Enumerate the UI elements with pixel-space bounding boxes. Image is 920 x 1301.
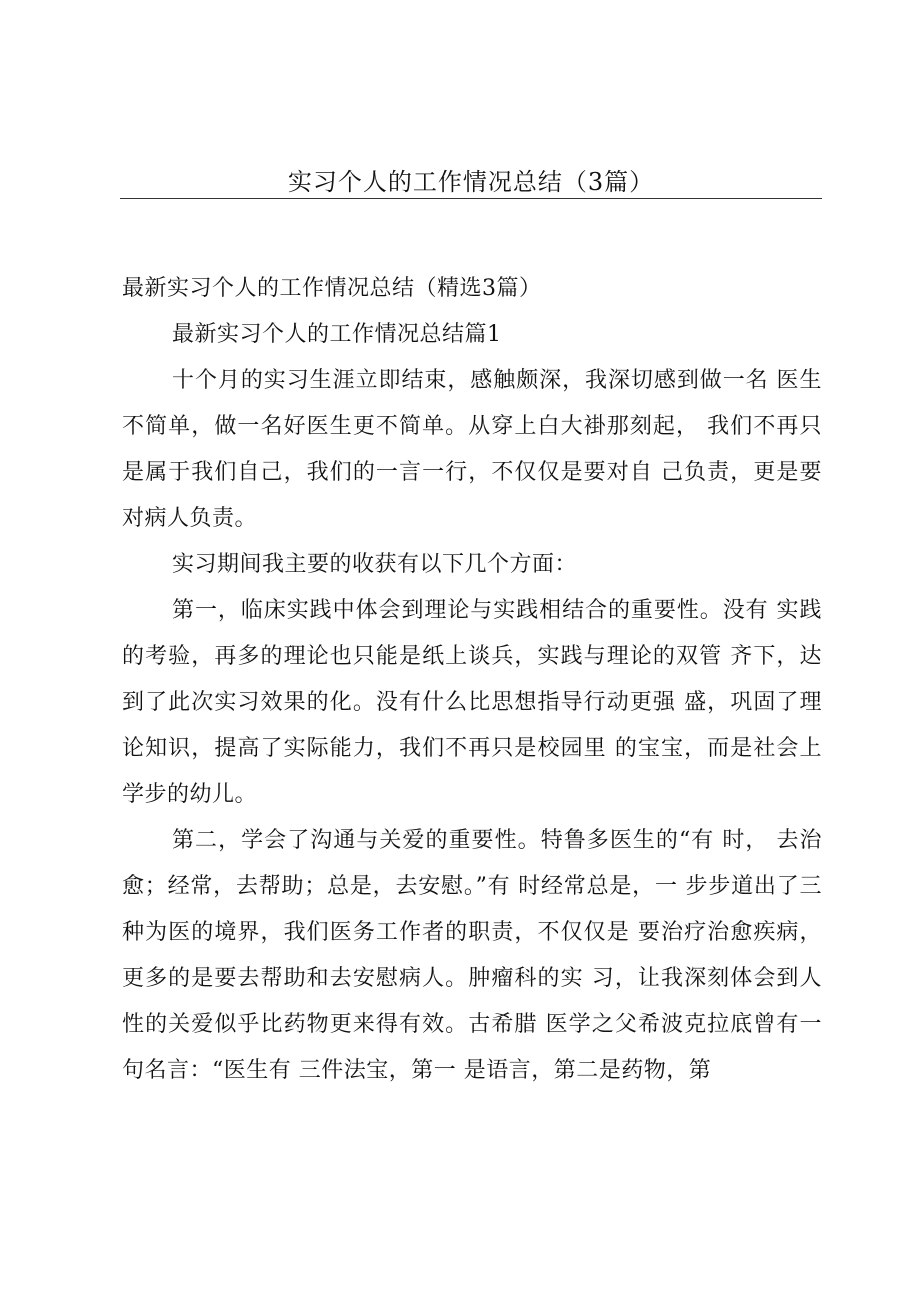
paragraph-3: 第一，临床实践中体会到理论与实践相结合的重要性。没有 实践的考验，再多的理论也只能是纸上谈兵，实践与理论的双管 齐下，达到了此次实习效果的化。没有什么比思想指导行动更强 盛，巩固了理论知识，提高了实际能力，我们不再只是校园里 的宝宝，而是社会上学步的幼儿。 [122,598,822,807]
document-body [122,266,822,1094]
document-subtitle: 最新实习个人的工作情况总结（精选3篇） [122,276,542,301]
section-heading: 最新实习个人的工作情况总结篇1 [172,322,502,347]
paragraph-2: 实习期间我主要的收获有以下几个方面： [172,552,578,577]
title-underline [120,198,822,199]
document-title: 实习个人的工作情况总结（3篇） [287,168,655,196]
paragraph-4: 第二，学会了沟通与关爱的重要性。特鲁多医生的“有 时， 去治愈；经常，去帮助；总是，去安慰。”有 时经常总是，一 步步道出了三种为医的境界，我们医务工作者的职责，不仅仅是 要治疗治愈疾病，更多的是要去帮助和去安慰病人。肿瘤科的实 习，让我深刻体会到人性的关爱似乎比药物更来得有效。古希腊 医学之父希波克拉底曾有一句名言：“医生有 三件法宝，第一 是语言，第二是药物，第 [122,828,822,1083]
paragraph-1: 十个月的实习生涯立即结束，感触颇深，我深切感到做一名 医生不简单，做一名好医生更不简单。从穿上白大褂那刻起， 我们不再只是属于我们自己，我们的一言一行，不仅仅是要对自 己负责，更是要对病人负责。 [122,368,822,531]
